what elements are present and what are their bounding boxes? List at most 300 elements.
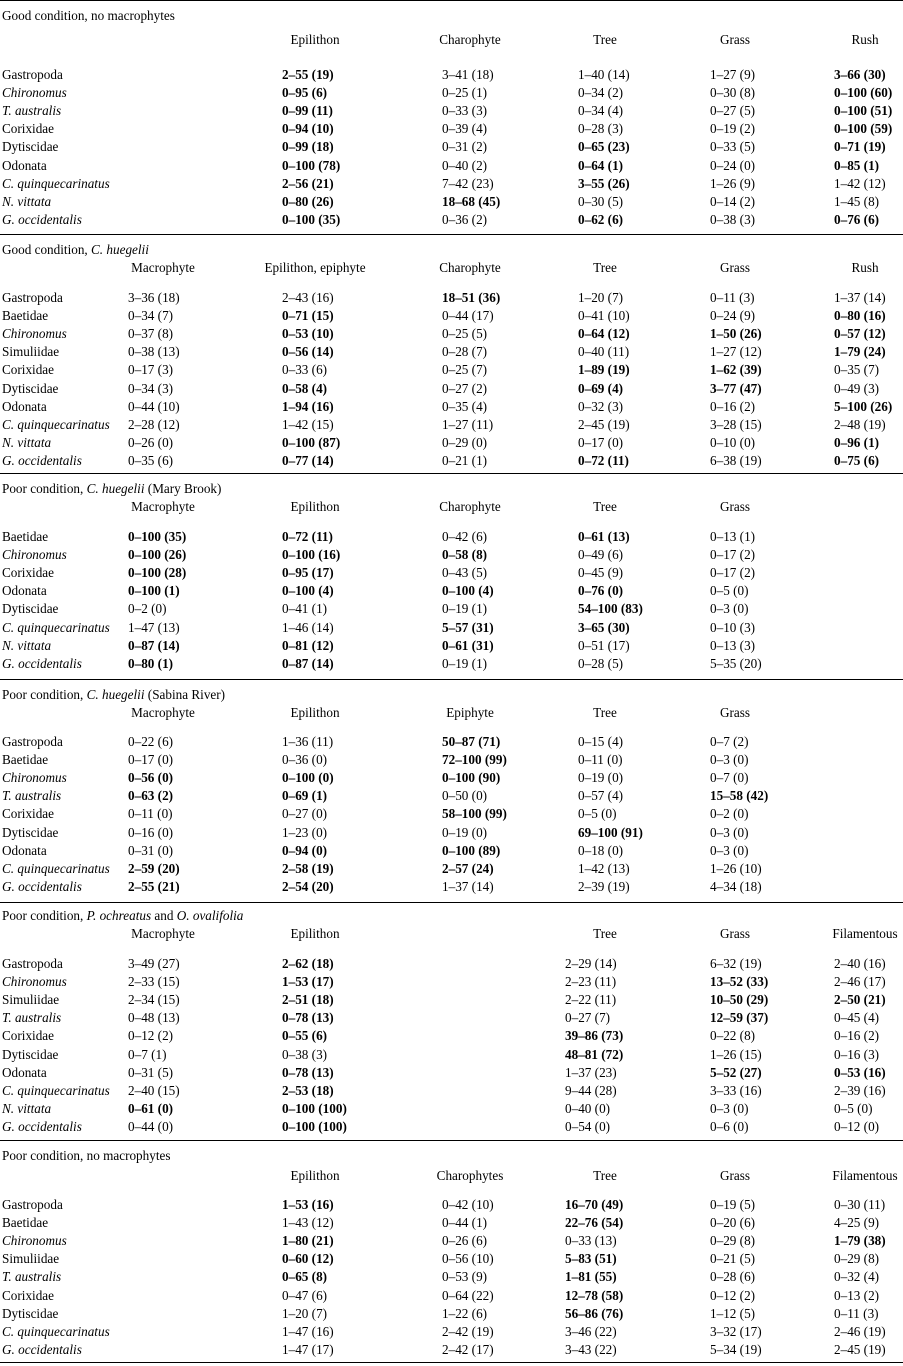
taxon-label: C. quinquecarinatus xyxy=(2,1323,110,1339)
table-cell: 0–58 (8) xyxy=(442,547,488,563)
table-cell: 5–52 (27) xyxy=(710,1064,762,1080)
table-cell: 1–62 (39) xyxy=(710,362,762,378)
table-cell: 1–94 (16) xyxy=(282,398,334,414)
table-cell: 0–61 (13) xyxy=(578,529,630,544)
table-cell: 0–22 (6) xyxy=(128,734,174,749)
table-cell: 15–58 (42) xyxy=(710,788,769,804)
table-cell: 0–64 (22) xyxy=(442,1287,494,1303)
table-cell: 0–100 (4) xyxy=(282,583,334,599)
table-cell: 0–76 (6) xyxy=(834,211,880,227)
taxon-label: N. vittata xyxy=(2,434,52,450)
table-cell: 9–44 (28) xyxy=(565,1082,617,1098)
table-cell: 5–100 (26) xyxy=(834,398,893,414)
table-cell: 0–61 (31) xyxy=(442,637,494,653)
table-cell: 2–34 (15) xyxy=(128,992,180,1008)
taxon-label: Corixidae xyxy=(2,121,55,137)
table-cell: 0–95 (6) xyxy=(282,85,328,101)
table-cell: 1–42 (12) xyxy=(834,175,886,191)
table-cell: 0–2 (0) xyxy=(128,601,167,617)
table-cell: 0–25 (5) xyxy=(442,326,488,342)
table-cell: 1–42 (15) xyxy=(282,416,334,432)
table-cell: 2–59 (20) xyxy=(128,860,180,876)
table-cell: 0–100 (60) xyxy=(834,85,893,101)
table-cell: 50–87 (71) xyxy=(442,734,501,749)
taxon-label: Simuliidae xyxy=(2,992,60,1008)
table-cell: 0–100 (28) xyxy=(128,565,187,581)
table-cell: 10–50 (29) xyxy=(710,992,769,1008)
column-header: Tree xyxy=(593,499,617,514)
table-cell: 0–28 (7) xyxy=(442,344,488,360)
table-cell: 0–39 (4) xyxy=(442,121,488,137)
table-cell: 0–19 (2) xyxy=(710,121,756,137)
table-cell: 0–100 (90) xyxy=(442,770,501,786)
table-cell: 0–56 (10) xyxy=(442,1251,494,1267)
table-cell: 1–22 (6) xyxy=(442,1305,488,1321)
table-cell: 0–35 (7) xyxy=(834,362,880,378)
column-header: Epilithon xyxy=(290,32,340,47)
taxon-label: Chironomus xyxy=(2,1233,67,1249)
table-cell: 54–100 (83) xyxy=(578,601,643,617)
column-header: Tree xyxy=(593,1168,617,1183)
table-cell: 0–55 (6) xyxy=(282,1028,328,1044)
table-cell: 1–89 (19) xyxy=(578,362,630,378)
column-header: Macrophyte xyxy=(131,260,195,275)
table-cell: 0–30 (11) xyxy=(834,1197,886,1212)
table-cell: 1–26 (9) xyxy=(710,175,756,191)
taxon-label: T. australis xyxy=(2,1010,62,1026)
table-cell: 0–3 (0) xyxy=(710,842,749,858)
taxon-label: G. occidentalis xyxy=(2,1118,82,1134)
table-cell: 0–78 (13) xyxy=(282,1010,334,1026)
table-cell: 0–2 (0) xyxy=(710,806,749,822)
column-header: Epilithon xyxy=(290,926,340,941)
taxon-label: G. occidentalis xyxy=(2,655,82,671)
table-cell: 0–11 (0) xyxy=(578,752,623,768)
taxon-label: N. vittata xyxy=(2,193,52,209)
table-cell: 2–28 (12) xyxy=(128,416,180,432)
taxon-label: C. quinquecarinatus xyxy=(2,619,110,635)
table-cell: 0–35 (6) xyxy=(128,452,174,468)
section-title-part: C. huegelii xyxy=(86,481,145,496)
table-cell: 0–17 (2) xyxy=(710,565,756,581)
table-cell: 2–23 (11) xyxy=(565,974,617,990)
table-cell: 1–47 (13) xyxy=(128,619,180,635)
table-cell: 0–56 (0) xyxy=(128,770,174,786)
table-cell: 0–17 (0) xyxy=(578,434,624,450)
table-cell: 0–100 (35) xyxy=(128,529,187,544)
table-cell: 0–44 (0) xyxy=(128,1118,174,1134)
table-cell: 0–11 (3) xyxy=(710,290,755,305)
table-cell: 1–53 (16) xyxy=(282,1197,334,1212)
table-cell: 13–52 (33) xyxy=(710,974,769,990)
table-cell: 0–81 (12) xyxy=(282,637,334,653)
taxon-label: Corixidae xyxy=(2,1287,55,1303)
table-cell: 48–81 (72) xyxy=(565,1046,624,1062)
table-cell: 0–94 (0) xyxy=(282,842,328,858)
table-cell: 1–27 (11) xyxy=(442,416,494,432)
column-header: Tree xyxy=(593,32,617,47)
table-bottom-rule xyxy=(0,1362,903,1363)
table-cell: 0–100 (0) xyxy=(282,770,334,786)
taxon-label: T. australis xyxy=(2,788,62,804)
table-cell: 0–13 (1) xyxy=(710,529,756,544)
table-cell: 1–23 (0) xyxy=(282,824,328,840)
taxon-label: Chironomus xyxy=(2,85,67,101)
table-cell: 0–60 (12) xyxy=(282,1251,334,1267)
table-cell: 2–55 (19) xyxy=(282,67,334,82)
taxon-label: Simuliidae xyxy=(2,1251,60,1267)
table-cell: 0–31 (0) xyxy=(128,842,174,858)
table-cell: 0–38 (13) xyxy=(128,344,180,360)
table-cell: 0–27 (0) xyxy=(282,806,328,822)
table-cell: 5–35 (20) xyxy=(710,655,762,671)
table-cell: 0–5 (0) xyxy=(578,806,617,822)
table-cell: 0–17 (2) xyxy=(710,547,756,563)
table-cell: 1–37 (14) xyxy=(442,878,494,894)
table-cell: 0–34 (2) xyxy=(578,85,624,101)
table-cell: 0–26 (0) xyxy=(128,434,174,450)
table-section xyxy=(0,0,903,234)
table-cell: 2–58 (19) xyxy=(282,860,334,876)
table-cell: 0–15 (4) xyxy=(578,734,624,749)
table-cell: 0–78 (13) xyxy=(282,1064,334,1080)
table-cell: 0–44 (17) xyxy=(442,308,494,324)
taxon-label: T. australis xyxy=(2,103,62,119)
section-title xyxy=(2,1148,170,1164)
column-header: Rush xyxy=(851,32,879,47)
table-cell: 1–27 (12) xyxy=(710,344,762,360)
table-cell: 2–50 (21) xyxy=(834,992,886,1008)
table-cell: 3–28 (15) xyxy=(710,416,762,432)
column-header: Grass xyxy=(719,705,751,720)
table-cell: 0–25 (1) xyxy=(442,85,488,101)
table-cell: 0–100 (100) xyxy=(282,1118,347,1134)
table-cell: 0–47 (6) xyxy=(282,1287,328,1303)
taxon-label: G. occidentalis xyxy=(2,1341,82,1357)
taxon-label: Odonata xyxy=(2,157,47,173)
table-cell: 0–48 (13) xyxy=(128,1010,180,1026)
column-header: Epilithon, epiphyte xyxy=(264,260,366,275)
table-cell: 0–19 (0) xyxy=(442,824,488,840)
table-cell: 2–39 (19) xyxy=(578,878,630,894)
table-cell: 4–25 (9) xyxy=(834,1215,880,1231)
table-cell: 0–34 (4) xyxy=(578,103,624,119)
taxon-label: Dytiscidae xyxy=(2,1046,59,1062)
table-cell: 2–29 (14) xyxy=(565,956,617,971)
table-cell: 1–43 (12) xyxy=(282,1215,334,1231)
section-title-part: P. ochreatus xyxy=(86,908,152,923)
taxon-label: C. quinquecarinatus xyxy=(2,416,110,432)
table-cell: 1–36 (11) xyxy=(282,734,334,749)
taxon-label: Gastropoda xyxy=(2,734,63,749)
table-cell: 0–11 (3) xyxy=(834,1305,879,1321)
column-header: Grass xyxy=(719,260,751,275)
table-cell: 0–30 (5) xyxy=(578,193,624,209)
table-cell: 69–100 (91) xyxy=(578,824,643,840)
table-cell: 12–59 (37) xyxy=(710,1010,769,1026)
column-header: Tree xyxy=(593,260,617,275)
table-cell: 0–32 (4) xyxy=(834,1269,880,1285)
section-title-part: O. ovalifolia xyxy=(176,908,244,923)
taxon-label: Chironomus xyxy=(2,547,67,563)
taxon-label: C. quinquecarinatus xyxy=(2,175,110,191)
taxon-label: G. occidentalis xyxy=(2,878,82,894)
table-cell: 0–27 (7) xyxy=(565,1010,611,1026)
table-cell: 0–80 (1) xyxy=(128,655,174,671)
table-cell: 0–7 (0) xyxy=(710,770,749,786)
table-cell: 0–16 (0) xyxy=(128,824,174,840)
table-cell: 0–100 (89) xyxy=(442,842,501,858)
taxon-label: Baetidae xyxy=(2,529,49,544)
table-cell: 1–40 (14) xyxy=(578,67,630,82)
taxon-label: Corixidae xyxy=(2,806,55,822)
table-cell: 0–3 (0) xyxy=(710,1100,749,1116)
table-cell: 2–56 (21) xyxy=(282,175,334,191)
table-cell: 0–36 (0) xyxy=(282,752,328,768)
table-cell: 0–28 (5) xyxy=(578,655,624,671)
table-cell: 1–47 (16) xyxy=(282,1323,334,1339)
table-cell: 1–37 (14) xyxy=(834,290,886,305)
taxon-label: Gastropoda xyxy=(2,1197,63,1212)
table-cell: 6–38 (19) xyxy=(710,452,762,468)
table-cell: 0–38 (3) xyxy=(710,211,756,227)
table-cell: 0–44 (10) xyxy=(128,398,180,414)
column-header: Charophyte xyxy=(439,32,501,47)
taxon-label: Corixidae xyxy=(2,362,55,378)
table-cell: 0–19 (5) xyxy=(710,1197,756,1212)
table-cell: 0–13 (3) xyxy=(710,637,756,653)
column-header: Grass xyxy=(719,926,751,941)
table-cell: 3–32 (17) xyxy=(710,1323,762,1339)
table-cell: 0–19 (1) xyxy=(442,601,488,617)
table-cell: 0–5 (0) xyxy=(834,1100,873,1116)
table-cell: 0–100 (59) xyxy=(834,121,893,137)
taxon-label: Chironomus xyxy=(2,770,67,786)
taxon-label: Dytiscidae xyxy=(2,824,59,840)
table-cell: 56–86 (76) xyxy=(565,1305,624,1321)
table-cell: 2–45 (19) xyxy=(578,416,630,432)
table-cell: 0–100 (4) xyxy=(442,583,494,599)
column-header: Rush xyxy=(851,260,879,275)
column-header: Charophyte xyxy=(439,499,501,514)
table-cell: 1–20 (7) xyxy=(578,290,624,305)
table-cell: 5–34 (19) xyxy=(710,1341,762,1357)
table-cell: 0–80 (16) xyxy=(834,308,886,324)
section-title-part: Good condition, no macrophytes xyxy=(2,8,175,23)
table-cell: 0–85 (1) xyxy=(834,157,880,173)
table-cell: 16–70 (49) xyxy=(565,1197,624,1212)
table-section xyxy=(0,1140,903,1363)
taxon-label: Chironomus xyxy=(2,974,67,990)
table-cell: 1–80 (21) xyxy=(282,1233,334,1249)
table-cell: 0–63 (2) xyxy=(128,788,174,804)
table-cell: 0–17 (3) xyxy=(128,362,174,378)
column-header: Filamentous xyxy=(832,1168,898,1183)
table-cell: 22–76 (54) xyxy=(565,1215,624,1231)
table-cell: 0–29 (0) xyxy=(442,434,488,450)
table-cell: 0–64 (1) xyxy=(578,157,624,173)
table-cell: 0–25 (7) xyxy=(442,362,488,378)
column-header: Grass xyxy=(719,1168,751,1183)
table-cell: 7–42 (23) xyxy=(442,175,494,191)
table-cell: 0–31 (2) xyxy=(442,139,488,155)
table-cell: 0–99 (18) xyxy=(282,139,334,155)
section-title-part: Poor condition, xyxy=(2,687,87,702)
table-cell: 2–46 (17) xyxy=(834,974,886,990)
table-cell: 0–94 (10) xyxy=(282,121,334,137)
table-cell: 18–51 (36) xyxy=(442,290,501,305)
table-cell: 3–49 (27) xyxy=(128,956,180,971)
table-cell: 18–68 (45) xyxy=(442,193,501,209)
taxon-label: Baetidae xyxy=(2,1215,49,1231)
section-title-part: Poor condition, xyxy=(2,481,87,496)
table-cell: 1–79 (24) xyxy=(834,344,886,360)
table-cell: 0–71 (15) xyxy=(282,308,334,324)
table-cell: 2–51 (18) xyxy=(282,992,334,1008)
taxon-label: Odonata xyxy=(2,398,47,414)
column-header: Epilithon xyxy=(290,1168,340,1183)
table-cell: 0–95 (17) xyxy=(282,565,334,581)
section-title-part: (Sabina River) xyxy=(144,687,226,702)
table-cell: 0–58 (4) xyxy=(282,380,328,396)
table-cell: 1–12 (5) xyxy=(710,1305,756,1321)
table-cell: 5–83 (51) xyxy=(565,1251,617,1267)
table-cell: 0–99 (11) xyxy=(282,103,333,119)
table-cell: 0–19 (1) xyxy=(442,655,488,671)
table-cell: 1–26 (10) xyxy=(710,860,762,876)
table-cell: 0–37 (8) xyxy=(128,326,174,342)
table-cell: 3–65 (30) xyxy=(578,619,630,635)
table-cell: 2–62 (18) xyxy=(282,956,334,971)
table-cell: 0–57 (12) xyxy=(834,326,886,342)
taxon-label: G. occidentalis xyxy=(2,211,82,227)
table-cell: 0–40 (2) xyxy=(442,157,488,173)
column-header: Filamentous xyxy=(832,926,898,941)
table-cell: 1–81 (55) xyxy=(565,1269,617,1285)
table-cell: 0–50 (0) xyxy=(442,788,488,804)
table-cell: 2–48 (19) xyxy=(834,416,886,432)
table-cell: 0–100 (78) xyxy=(282,157,341,173)
table-cell: 0–40 (11) xyxy=(578,344,630,360)
table-cell: 0–34 (7) xyxy=(128,308,174,324)
table-cell: 0–51 (17) xyxy=(578,637,630,653)
table-cell: 0–65 (23) xyxy=(578,139,630,155)
table-cell: 0–34 (3) xyxy=(128,380,174,396)
taxon-label: Corixidae xyxy=(2,1028,55,1044)
table-cell: 0–14 (2) xyxy=(710,193,756,209)
table-cell: 0–53 (10) xyxy=(282,326,334,342)
table-cell: 0–100 (100) xyxy=(282,1100,347,1116)
table-cell: 0–87 (14) xyxy=(282,655,334,671)
section-title-part: Poor condition, xyxy=(2,908,87,923)
table-cell: 1–50 (26) xyxy=(710,326,762,342)
section-title-part: Poor condition, no macrophytes xyxy=(2,1148,171,1163)
table-cell: 0–3 (0) xyxy=(710,824,749,840)
table-cell: 0–75 (6) xyxy=(834,452,880,468)
table-section xyxy=(0,902,903,1140)
taxon-label: Dytiscidae xyxy=(2,380,59,396)
column-header: Grass xyxy=(719,499,751,514)
column-header: Macrophyte xyxy=(131,926,195,941)
table-cell: 0–41 (10) xyxy=(578,308,630,324)
column-header: Macrophyte xyxy=(131,705,195,720)
section-title xyxy=(2,481,221,497)
table-cell: 0–43 (5) xyxy=(442,565,488,581)
section-title-part: C. huegelii xyxy=(91,242,149,257)
table-cell: 3–43 (22) xyxy=(565,1341,617,1357)
table-cell: 2–42 (17) xyxy=(442,1341,494,1357)
table-cell: 0–96 (1) xyxy=(834,434,880,450)
table-cell: 0–100 (26) xyxy=(128,547,187,563)
table-cell: 3–41 (18) xyxy=(442,67,494,82)
column-header: Charophytes xyxy=(436,1168,504,1183)
taxon-label: Baetidae xyxy=(2,752,49,768)
table-cell: 0–49 (3) xyxy=(834,380,880,396)
table-cell: 3–77 (47) xyxy=(710,380,762,396)
taxon-label: Chironomus xyxy=(2,326,67,342)
taxon-label: C. quinquecarinatus xyxy=(2,1082,110,1098)
table-cell: 0–30 (8) xyxy=(710,85,756,101)
taxon-label: Gastropoda xyxy=(2,67,63,82)
table-cell: 2–57 (24) xyxy=(442,860,494,876)
taxon-label: Dytiscidae xyxy=(2,601,59,617)
table-cell: 0–29 (8) xyxy=(710,1233,756,1249)
table-cell: 5–57 (31) xyxy=(442,619,494,635)
taxon-label: G. occidentalis xyxy=(2,452,82,468)
table-cell: 2–53 (18) xyxy=(282,1082,334,1098)
table-cell: 0–6 (0) xyxy=(710,1118,749,1134)
table-cell: 0–69 (1) xyxy=(282,788,328,804)
table-cell: 0–100 (87) xyxy=(282,434,341,450)
table-cell: 0–54 (0) xyxy=(565,1118,611,1134)
table-cell: 2–42 (19) xyxy=(442,1323,494,1339)
table-section xyxy=(0,679,903,902)
taxon-label: Corixidae xyxy=(2,565,55,581)
table-cell: 0–44 (1) xyxy=(442,1215,488,1231)
table-cell: 0–72 (11) xyxy=(282,529,333,544)
taxon-label: Simuliidae xyxy=(2,344,60,360)
column-header: Tree xyxy=(593,926,617,941)
column-header: Epiphyte xyxy=(446,705,494,720)
section-title-part: C. huegelii xyxy=(86,687,145,702)
table-cell: 0–3 (0) xyxy=(710,752,749,768)
table-cell: 72–100 (99) xyxy=(442,752,507,768)
table-cell: 0–36 (2) xyxy=(442,211,488,227)
table-cell: 0–76 (0) xyxy=(578,583,624,599)
section-title xyxy=(2,908,243,924)
table-cell: 0–10 (0) xyxy=(710,434,756,450)
table-cell: 0–13 (2) xyxy=(834,1287,880,1303)
table-cell: 0–65 (8) xyxy=(282,1269,328,1285)
table-cell: 0–42 (10) xyxy=(442,1197,494,1212)
table-cell: 0–24 (0) xyxy=(710,157,756,173)
taxon-label: Dytiscidae xyxy=(2,139,59,155)
table-cell: 0–17 (0) xyxy=(128,752,174,768)
taxon-label: Baetidae xyxy=(2,308,49,324)
table-cell: 0–41 (1) xyxy=(282,601,328,617)
table-cell: 2–43 (16) xyxy=(282,290,334,305)
table-cell: 1–47 (17) xyxy=(282,1341,334,1357)
table-cell: 0–49 (6) xyxy=(578,547,624,563)
taxon-label: C. quinquecarinatus xyxy=(2,860,110,876)
table-cell: 0–12 (2) xyxy=(710,1287,756,1303)
table-cell: 2–39 (16) xyxy=(834,1082,886,1098)
taxon-label: Gastropoda xyxy=(2,956,63,971)
table-section xyxy=(0,473,903,679)
table-cell: 0–53 (16) xyxy=(834,1064,886,1080)
table-cell: 0–100 (16) xyxy=(282,547,341,563)
table-cell: 3–55 (26) xyxy=(578,175,630,191)
